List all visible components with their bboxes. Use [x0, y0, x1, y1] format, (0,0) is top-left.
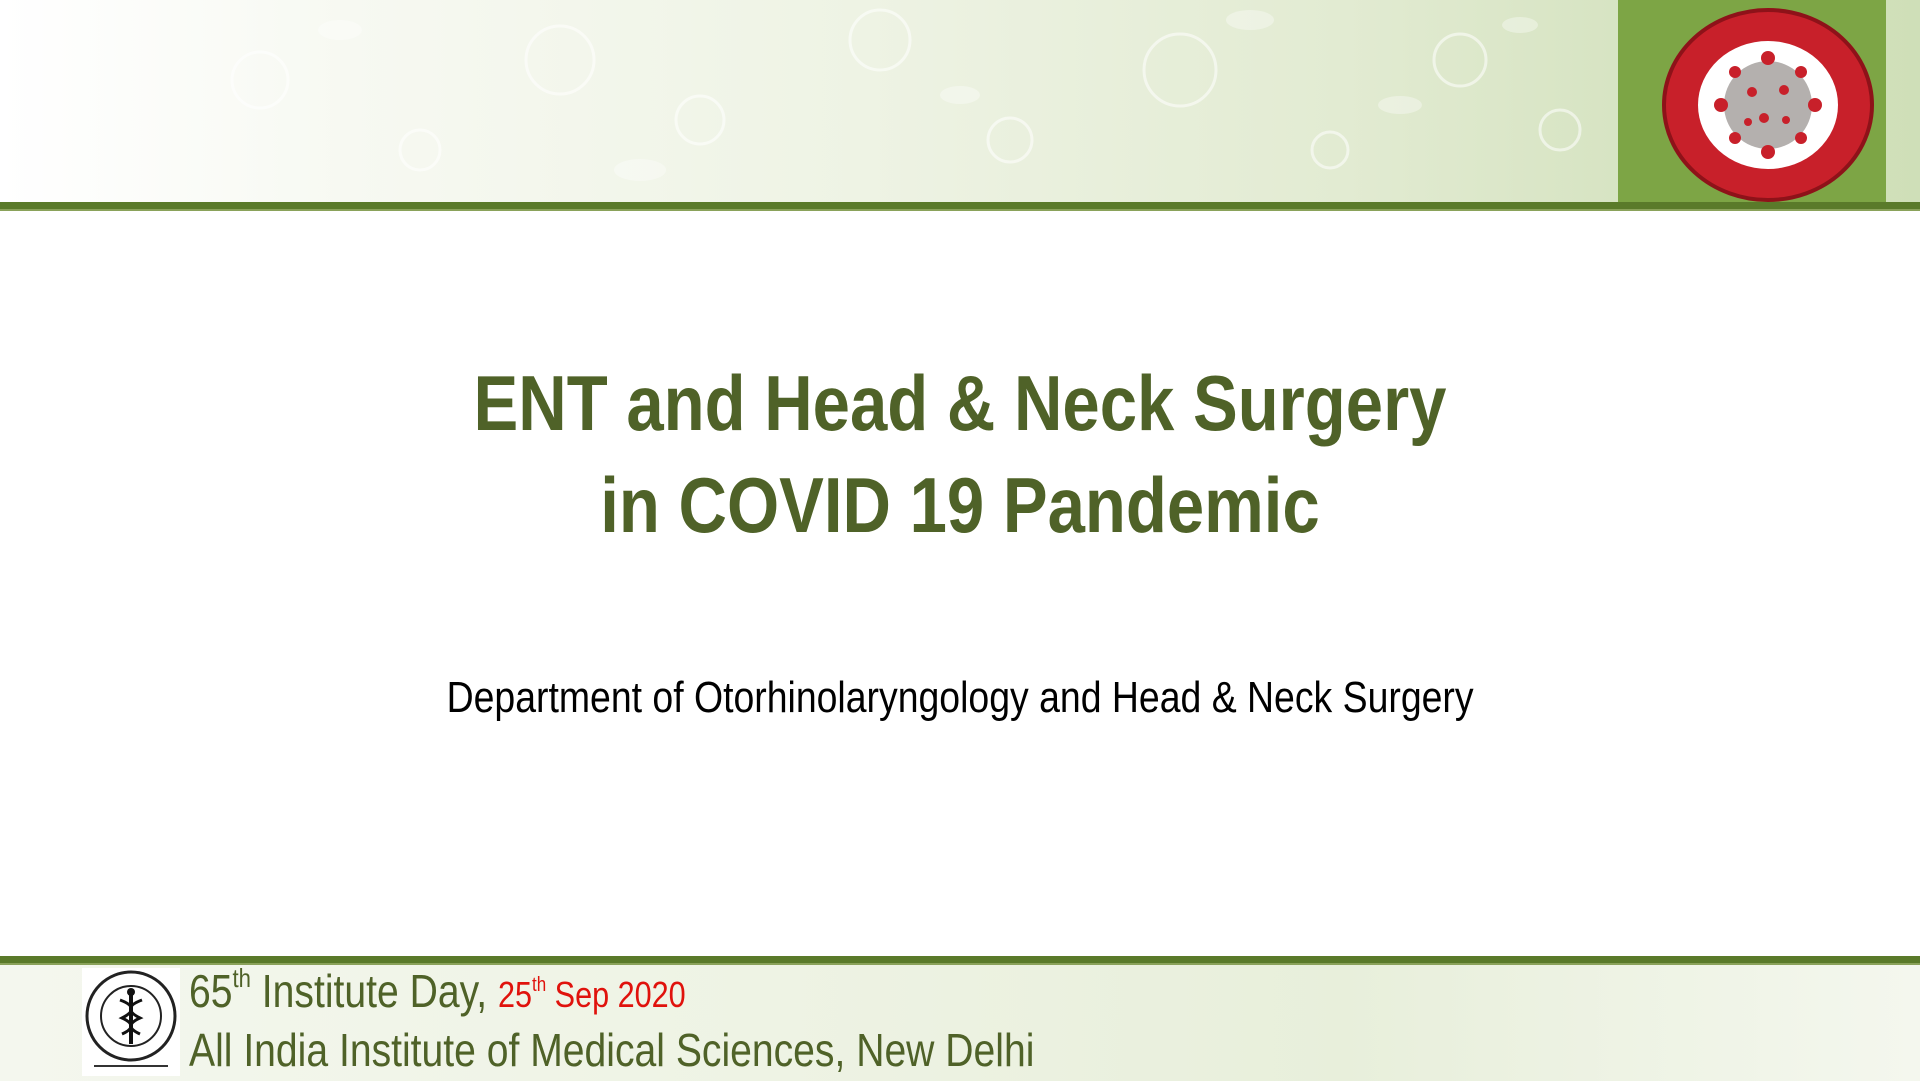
slide-title — [0, 352, 1920, 556]
institute-day-number: 65 — [189, 965, 233, 1017]
event-date — [498, 974, 686, 1015]
date-rest: Sep 2020 — [546, 974, 686, 1015]
institute-day-label: Institute Day, — [250, 965, 498, 1017]
date-day: 25 — [497, 974, 532, 1015]
header-banner — [0, 0, 1920, 202]
slide-subtitle — [0, 668, 1920, 728]
institution-name: All India Institute of Medical Sciences, New Delhi — [189, 1024, 1035, 1076]
institute-day-line — [189, 962, 686, 1024]
aiims-emblem-logo — [82, 968, 180, 1076]
header-divider — [0, 202, 1920, 211]
date-suffix: th — [531, 974, 547, 996]
title-line-1: ENT and Head & Neck Surgery — [473, 359, 1447, 447]
aiims-covid-seal-logo — [1660, 6, 1876, 204]
title-line-2: in COVID 19 Pandemic — [600, 461, 1320, 549]
department-name: Department of Otorhinolaryngology and Head & Neck Surgery — [446, 673, 1474, 722]
institute-day-suffix: th — [232, 963, 251, 993]
